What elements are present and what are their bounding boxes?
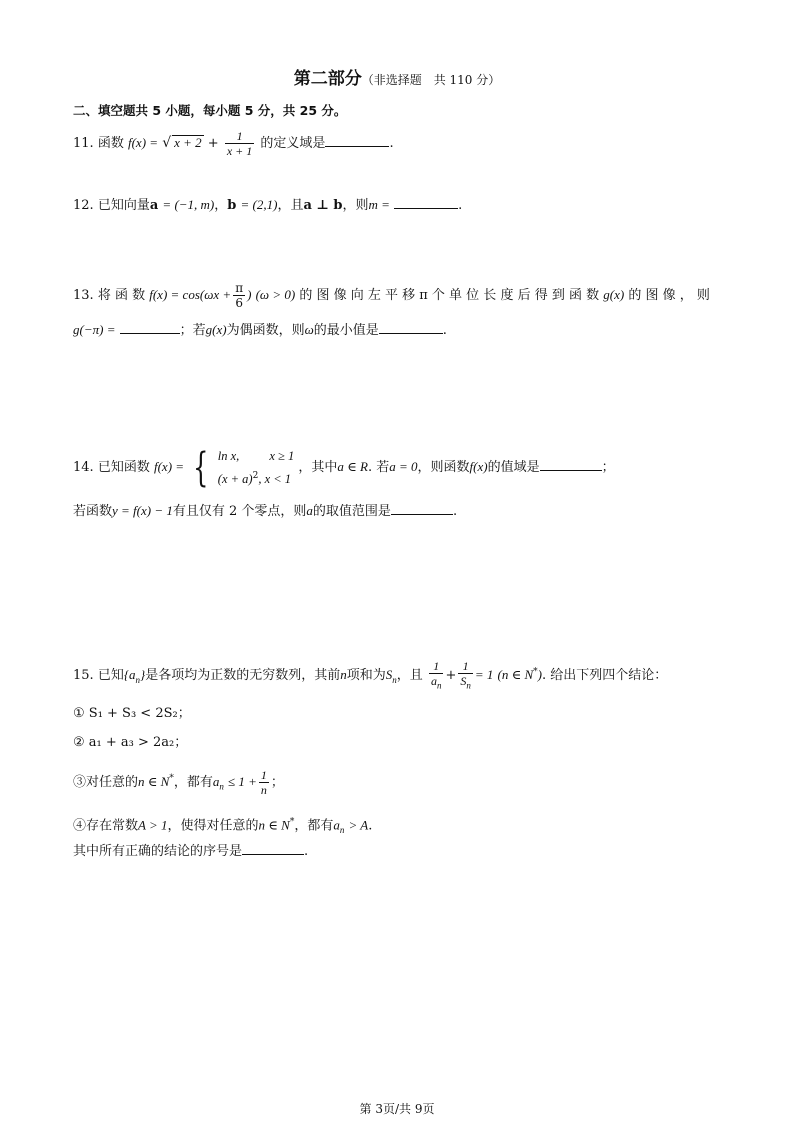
q15-seq: {a — [123, 667, 136, 683]
q15-end: . — [304, 844, 309, 859]
q15-cond: (n ∈ N — [497, 667, 534, 683]
q15-frac-1 — [429, 659, 444, 692]
q11-post: 的定义域是 — [260, 136, 326, 151]
q15-f2-den-S: S — [460, 674, 467, 688]
q15-frac-2 — [458, 659, 473, 692]
q13-text1: 将 函 数 — [97, 288, 146, 303]
q15-Sn: S — [385, 667, 393, 683]
q14-cases — [218, 446, 294, 489]
left-brace-icon: { — [193, 444, 209, 491]
q15-cond-sup: * — [533, 666, 538, 677]
q12-vec-b: b — [227, 198, 237, 213]
question-13-line2 — [73, 321, 734, 340]
question-14-line1 — [73, 446, 734, 489]
q15-cond-close: ) — [537, 667, 542, 683]
q14-mid3: ，则函数 — [417, 460, 470, 476]
question-15-line1 — [73, 659, 734, 692]
q15-f1-den-sub: n — [436, 680, 442, 691]
q15-c4-mid2: ，都有 — [294, 818, 334, 834]
question-13-line1 — [73, 281, 734, 310]
q11-frac-num: 1 — [236, 129, 243, 143]
section-heading: 二、填空题共 5 小题，每小题 5 分，共 25 分。 — [73, 103, 347, 118]
q13-fx: f(x) = cos(ωx + — [149, 287, 232, 302]
q15-conclusion-4 — [73, 813, 734, 839]
part-title-main: 第二部分 — [293, 69, 362, 89]
page-footer: 第 3页/共 9页 — [359, 1102, 435, 1116]
q13-omega: ω — [304, 322, 314, 337]
q14-a-in-R: a ∈ R — [337, 459, 368, 475]
q15-c3-frac-num: 1 — [260, 768, 267, 782]
q15-answer-blank[interactable] — [242, 842, 304, 855]
q13-frac-num: π — [235, 281, 244, 295]
q14-case-2 — [218, 466, 294, 489]
q15-plus: + — [445, 668, 457, 684]
q15-c4-a: a — [333, 817, 340, 833]
q15-c3-fraction — [259, 768, 269, 797]
q15-n: n — [340, 667, 347, 683]
q15-c4-end: . — [368, 818, 373, 834]
q15-c3-a: a — [212, 774, 220, 789]
q14-case1-expr: ln x, — [217, 449, 240, 463]
q14-case2-sup: 2 — [252, 471, 259, 481]
q12-m-eq: m = — [368, 197, 390, 212]
question-12 — [73, 196, 734, 215]
q15-f1-den-a: a — [430, 674, 437, 688]
q15-f2-den-sub: n — [466, 680, 471, 691]
q15-c4-gt: > A — [348, 817, 369, 833]
q15-text1: 是各项均为正数的无穷数列，其前 — [145, 668, 341, 684]
q14-range: 的值域是 — [487, 460, 540, 476]
q11-end: . — [389, 136, 394, 151]
q14-line2-end: 的取值范围是 — [312, 504, 391, 519]
q13-line2-text: 为偶函数，则 — [226, 323, 305, 338]
q12-then: ，则 — [342, 198, 369, 213]
q15-c3-n: n ∈ N — [138, 774, 170, 789]
q12-mid: ，且 — [277, 198, 304, 213]
q14-answer-blank-2[interactable] — [391, 502, 453, 515]
q14-end: . — [452, 504, 458, 519]
q15-conclusion-2: ② a₁ + a₃ > 2a₂； — [73, 735, 188, 750]
q12-pre: 已知向量 — [97, 198, 150, 213]
q14-line2-y: y = f(x) − 1 — [112, 503, 173, 518]
q14-case2-cond: , x < 1 — [258, 472, 292, 487]
q15-c4-n: n ∈ N — [258, 817, 290, 833]
part-title-sub: （非选择题 共 110 分） — [361, 73, 501, 87]
q13-answer-blank-1[interactable] — [120, 321, 180, 334]
q15-f2-num: 1 — [462, 659, 469, 673]
q13-frac-den: 6 — [233, 295, 245, 310]
sqrt-icon: √ — [162, 135, 172, 151]
q13-cond: (ω > 0) — [255, 287, 296, 302]
q15-seq-sub: n — [135, 674, 141, 685]
q11-fx: f(x) = — [127, 135, 159, 150]
q14-case-1 — [218, 446, 294, 466]
q15-text4: . 给出下列四个结论： — [541, 668, 668, 684]
q13-fraction — [233, 281, 245, 310]
q15-final — [73, 842, 734, 861]
q15-text2: 项和为 — [346, 668, 386, 684]
q13-answer-blank-2[interactable] — [379, 321, 443, 334]
q11-answer-blank[interactable] — [325, 134, 389, 147]
part-title — [0, 64, 794, 89]
q14-mid2: . 若 — [367, 460, 390, 476]
q13-line2-gx: g(x) — [205, 322, 227, 337]
q12-b-val: = (2,1) — [240, 197, 278, 212]
q13-close: ) — [247, 287, 252, 302]
question-11 — [73, 129, 734, 158]
q12-answer-blank[interactable] — [394, 196, 458, 209]
q13-gx: g(x) — [603, 287, 625, 302]
q15-c3-sup: * — [169, 773, 174, 784]
q14-line2-pre: 若函数 — [73, 504, 113, 519]
q11-frac-den: x + 1 — [226, 144, 253, 158]
q14-line2-text: 有且仅有 2 个零点，则 — [172, 504, 307, 519]
q12-vec-a: a — [149, 198, 159, 213]
q13-text2: 的 图 像 向 左 平 移 π 个 单 位 长 度 后 得 到 函 数 — [299, 288, 600, 303]
question-14-line2 — [73, 502, 734, 521]
q15-c3-end: ； — [270, 775, 284, 790]
q11-pre: 函数 — [97, 136, 124, 151]
q13-g-neg-pi: g(−π) = — [73, 322, 116, 337]
q12-end: . — [458, 198, 463, 213]
q15-number: 15. — [73, 668, 94, 684]
q15-f1-num: 1 — [433, 659, 440, 673]
q12-number: 12. — [73, 198, 94, 213]
q15-last: 其中所有正确的结论的序号是 — [73, 844, 243, 859]
q14-number: 14. — [73, 460, 94, 476]
q15-c4-mid: ，使得对任意的 — [167, 818, 259, 834]
q14-answer-blank-1[interactable] — [540, 458, 602, 471]
q14-case1-cond: x ≥ 1 — [269, 449, 295, 463]
q13-end: . — [442, 323, 447, 338]
q14-case2-expr: (x + a) — [217, 472, 253, 487]
q14-piecewise — [188, 446, 294, 489]
q15-c4-pre: ④存在常数 — [73, 818, 139, 834]
q15-pre: 已知 — [97, 668, 124, 684]
q15-c3-le: ≤ 1 + — [227, 774, 257, 789]
q15-c3-pre: ③对任意的 — [73, 775, 139, 790]
q15-f1-den — [429, 673, 444, 692]
q11-plus: + — [207, 136, 219, 151]
q12-a-val: = (−1, m) — [162, 197, 215, 212]
q15-c4-a-sub: n — [339, 824, 345, 835]
q14-pre: 已知函数 — [97, 460, 150, 476]
q15-c3-frac-den: n — [260, 783, 267, 797]
q14-a-zero: a = 0 — [389, 459, 418, 475]
q14-mid: ，其中 — [298, 460, 338, 476]
q15-conclusion-1: ① S₁ + S₃ < 2S₂； — [73, 706, 191, 721]
q11-number: 11. — [73, 136, 94, 151]
q15-f2-den — [458, 673, 473, 692]
q13-line2-mid: ；若 — [179, 323, 206, 338]
q14-semi: ； — [601, 460, 615, 476]
q15-Sn-sub: n — [392, 674, 397, 685]
q13-text3: 的 图 像 ， 则 — [628, 288, 710, 303]
q15-conclusion-3 — [73, 768, 734, 797]
q15-eq: = 1 — [474, 667, 494, 683]
q15-c3-a-sub: n — [219, 781, 224, 792]
q15-c4-A: A > 1 — [138, 817, 168, 833]
q12-sep: ， — [214, 198, 228, 213]
q13-number: 13. — [73, 288, 94, 303]
q15-c3-mid: ，都有 — [173, 775, 213, 790]
q12-perp: a ⊥ b — [303, 198, 343, 213]
q11-sqrt-body: x + 2 — [174, 135, 202, 150]
q15-c4-sup: * — [289, 817, 295, 827]
q11-fraction — [225, 129, 254, 158]
q14-fx: f(x) = — [153, 459, 185, 475]
q14-line2-a: a — [306, 503, 313, 518]
q15-seq-close: } — [140, 667, 146, 683]
q14-fx2: f(x) — [469, 459, 488, 475]
q15-text3: ，且 — [396, 668, 423, 684]
q13-line2-end: 的最小值是 — [313, 323, 379, 338]
